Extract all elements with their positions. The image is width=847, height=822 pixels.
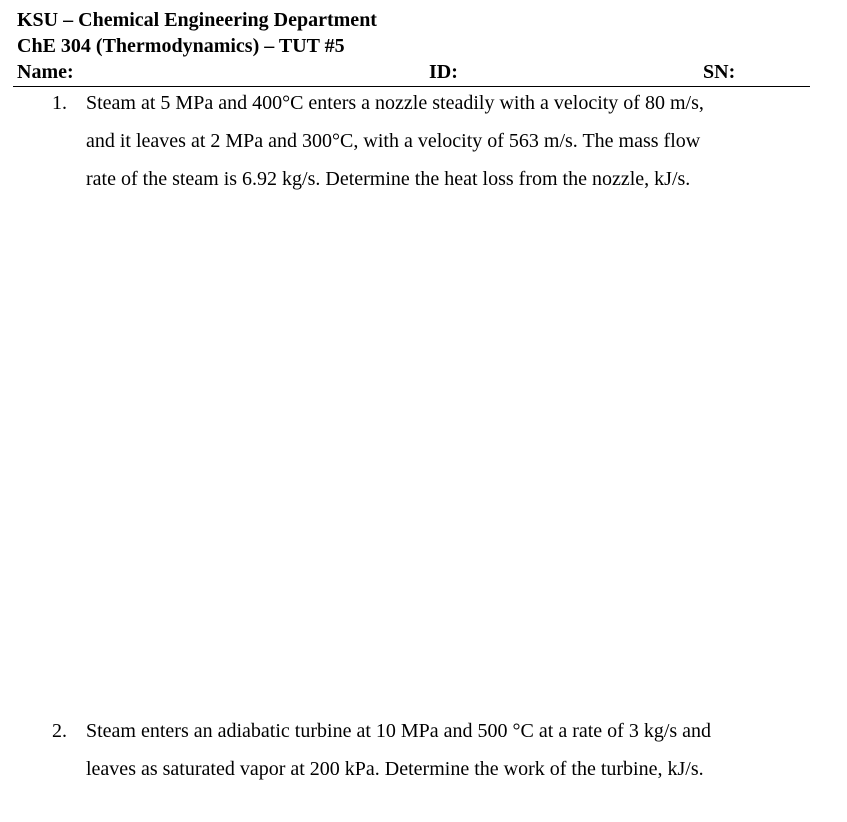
student-info-row: [17, 59, 817, 85]
question-line: Steam enters an adiabatic turbine at 10 MPa and 500 °C at a rate of 3 kg/s and: [86, 720, 712, 742]
question-line: and it leaves at 2 MPa and 300°C, with a velocity of 563 m/s. The mass flow: [86, 130, 701, 152]
question-line: Steam at 5 MPa and 400°C enters a nozzle steadily with a velocity of 80 m/s,: [86, 92, 704, 114]
question-line: leaves as saturated vapor at 200 kPa. Determine the work of the turbine, kJ/s.: [86, 758, 704, 780]
question-text: [86, 84, 816, 198]
id-label: ID:: [429, 61, 458, 83]
course-title: ChE 304 (Thermodynamics) – TUT #5: [17, 35, 345, 57]
document-header: [17, 7, 817, 83]
sn-label: SN:: [703, 61, 736, 83]
question-text: [86, 712, 816, 788]
department-title: KSU – Chemical Engineering Department: [17, 9, 377, 31]
question-number: 1.: [52, 92, 67, 114]
name-label: Name:: [17, 61, 74, 83]
question-number: 2.: [52, 720, 67, 742]
question-line: rate of the steam is 6.92 kg/s. Determine the heat loss from the nozzle, kJ/s.: [86, 168, 691, 190]
